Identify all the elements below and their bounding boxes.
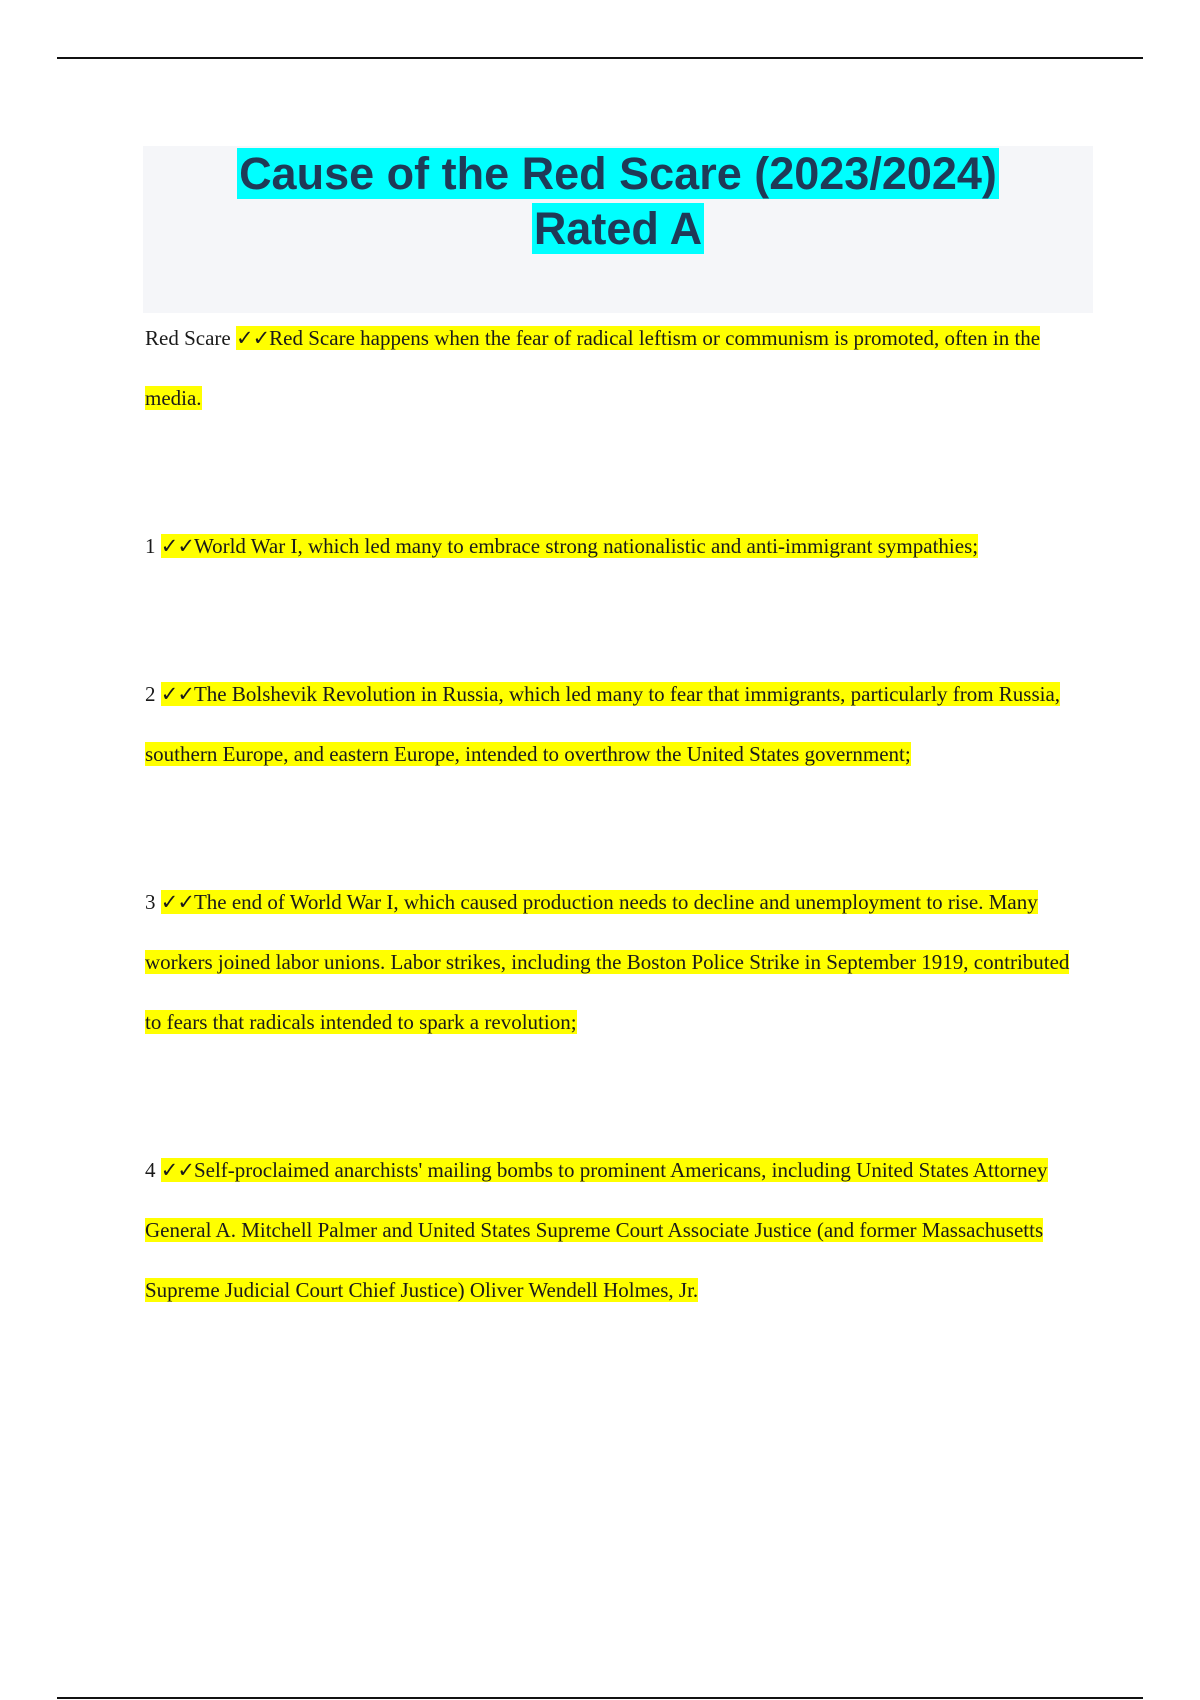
- double-check-icon: ✓✓: [160, 682, 194, 706]
- qa-answer: The Bolshevik Revolution in Russia, which led many to fear that immigrants, particularly from Russia, southern Europe, and eastern Europe, intended to overthrow the United States government;: [145, 682, 1061, 766]
- qa-item: [145, 664, 1075, 784]
- document-title: [143, 146, 1093, 256]
- double-check-icon: ✓✓: [160, 890, 194, 914]
- qa-answer: The end of World War I, which caused production needs to decline and unemployment to rise. Many workers joined labor unions. Labor strikes, including the Boston Police Strike in September 1919, contributed to fears that radicals intended to spark a revolution;: [145, 890, 1070, 1034]
- title-line-2: Rated A: [533, 203, 703, 254]
- qa-answer: Red Scare happens when the fear of radical leftism or communism is promoted, often in the media.: [145, 326, 1041, 410]
- qa-term: 4: [145, 1158, 156, 1182]
- bottom-rule: [57, 1697, 1143, 1699]
- qa-item: [145, 1140, 1075, 1320]
- qa-list: [145, 308, 1075, 1408]
- qa-answer-highlight: [145, 326, 1040, 410]
- qa-term: 1: [145, 534, 156, 558]
- qa-answer-highlight: [145, 1158, 1048, 1302]
- qa-item: [145, 308, 1075, 428]
- qa-answer-highlight: [145, 890, 1069, 1034]
- double-check-icon: ✓✓: [235, 326, 270, 350]
- qa-answer: Self-proclaimed anarchists' mailing bombs to prominent Americans, including United States Attorney General A. Mitchell Palmer and United States Supreme Court Associate Justice (and former Massachusetts Supreme Judicial Court Chief Justice) Oliver Wendell Holmes, Jr.: [145, 1158, 1048, 1302]
- qa-item: [145, 872, 1075, 1052]
- top-rule: [57, 57, 1143, 59]
- qa-answer-highlight: [145, 682, 1060, 766]
- qa-term: 2: [145, 682, 156, 706]
- qa-answer: World War I, which led many to embrace strong nationalistic and anti-immigrant sympathies;: [193, 534, 979, 558]
- qa-term: 3: [145, 890, 156, 914]
- title-block: [143, 146, 1093, 313]
- qa-term: Red Scare: [145, 326, 231, 350]
- qa-item: [145, 516, 1075, 576]
- title-line-1: Cause of the Red Scare (2023/2024): [239, 148, 997, 199]
- double-check-icon: ✓✓: [160, 534, 194, 558]
- qa-answer-highlight: [161, 534, 978, 558]
- double-check-icon: ✓✓: [160, 1158, 194, 1182]
